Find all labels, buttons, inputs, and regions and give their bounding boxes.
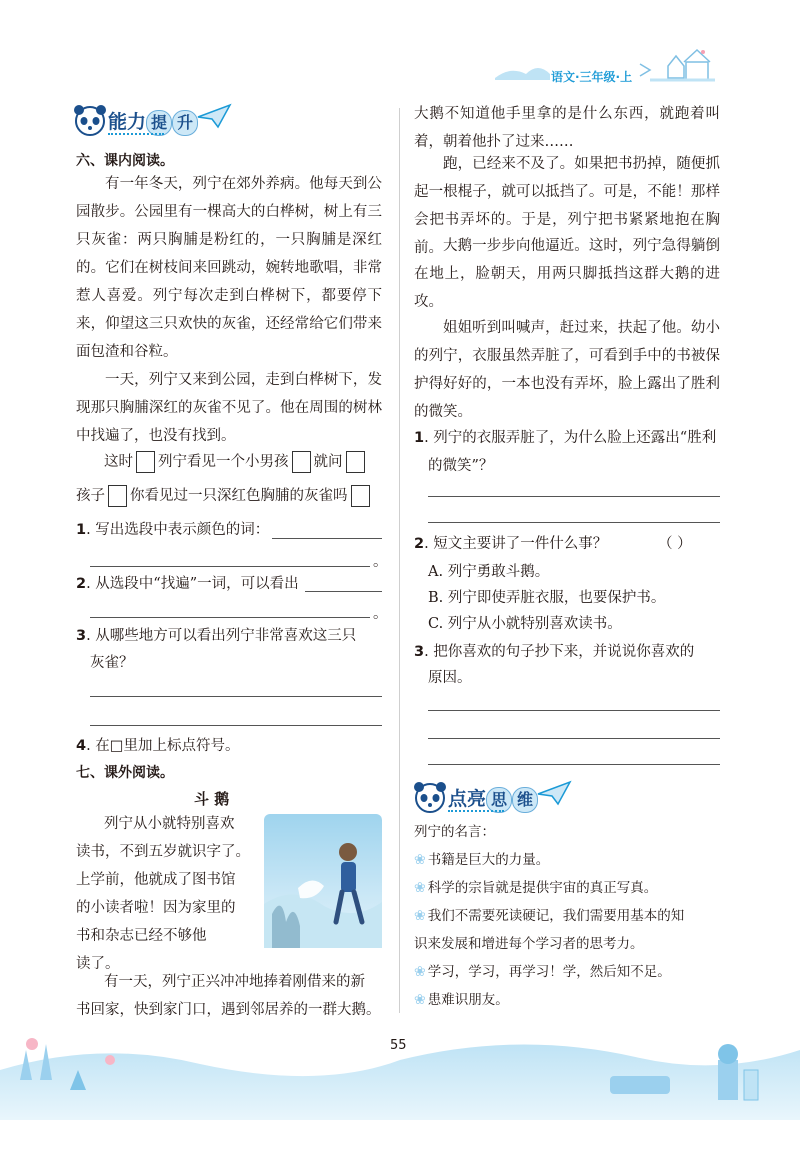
panda-icon: [412, 780, 448, 816]
period-mark: 。: [373, 554, 388, 570]
badge-prefix: 能力: [108, 111, 147, 133]
intro-line: 上学前，他就成了图书馆: [76, 872, 236, 888]
section-6-paragraph-2: 一天，列宁又来到公园，走到白桦树下，发现那只胸脯深红的灰雀不见了。他在周围的树林中找遍了，也没有找到。: [76, 372, 382, 444]
quote-item-cont: 识来发展和增进每个学习者的思考力。: [414, 936, 644, 952]
intro-line: 的小读者啦！因为家里的: [76, 900, 236, 916]
quotes-title: 列宁的名言：: [414, 824, 495, 840]
section-6-title: 六、课内阅读。: [76, 153, 174, 169]
answer-line[interactable]: [428, 522, 720, 523]
answer-line[interactable]: [90, 617, 370, 618]
s7-question-1-cont: 的微笑”？: [428, 458, 494, 474]
badge-prefix: 点亮: [448, 788, 487, 810]
answer-line[interactable]: [428, 764, 720, 765]
flower-bullet-icon: ❀: [414, 852, 426, 868]
footer-decoration: [0, 1020, 800, 1120]
flower-bullet-icon: ❀: [414, 880, 426, 896]
badge-underline: [108, 133, 164, 135]
quote-item: ❀ 患难识朋友。: [414, 992, 509, 1008]
column-divider: [399, 108, 400, 1013]
quote-item: ❀ 书籍是巨大的力量。: [414, 852, 550, 868]
story-para-right-3: 大鹅一步步向他逼近。这时，列宁急得躺倒在地上，脸朝天，用两只脚抵挡这群大鹅的进攻。: [414, 238, 720, 310]
badge-bubble-1: 思: [486, 787, 512, 813]
answer-line[interactable]: [272, 538, 382, 539]
fill-line-1: [104, 448, 368, 476]
s6-question-3-cont: 灰雀？: [90, 655, 134, 671]
s6-question-4: [76, 732, 240, 760]
story-line: 书回家，快到家门口，遇到邻居养的一群大鹅。: [76, 1002, 381, 1018]
story-line: 有一天，列宁正兴冲冲地捧着刚借来的新: [104, 974, 365, 990]
intro-line: 列宁从小就特别喜欢: [104, 816, 235, 832]
period-mark: 。: [373, 606, 388, 622]
intro-line: 书和杂志已经不够他: [76, 928, 207, 944]
q-number: 4: [76, 738, 87, 754]
story-para-right-1: 大鹅不知道他手里拿的是什么东西，就跑着叫着，朝着他扑了过来……: [414, 106, 720, 150]
q-number: 2: [76, 576, 87, 592]
q-text: . 列宁的衣服弄脏了，为什么脸上还露出“胜利: [424, 430, 717, 446]
option-c[interactable]: C. 列宁从小就特别喜欢读书。: [428, 616, 622, 632]
answer-line[interactable]: [90, 725, 382, 726]
fill-text-c: 就问: [313, 454, 343, 470]
punctuation-box-1[interactable]: [136, 451, 155, 473]
answer-line[interactable]: [305, 591, 382, 592]
paper-plane-icon: [536, 780, 572, 806]
q-number: 2: [414, 536, 425, 552]
q-number: 3: [414, 644, 425, 660]
option-a[interactable]: A. 列宁勇敢斗鹅。: [428, 564, 550, 580]
paper-plane-icon: [196, 103, 232, 129]
fill-text-e: 你看见过一只深红色胸脯的灰雀吗: [130, 488, 348, 504]
q-text: . 写出选段中表示颜色的词：: [86, 522, 270, 538]
q-text: . 把你喜欢的句子抄下来，并说说你喜欢的: [424, 644, 695, 660]
answer-line[interactable]: [428, 738, 720, 739]
flower-bullet-icon: ❀: [414, 964, 426, 980]
story-title: 斗 鹅: [194, 790, 230, 808]
page-number: 55: [390, 1038, 407, 1053]
s6-question-2: [76, 570, 299, 598]
option-b[interactable]: B. 列宁即使弄脏衣服，也要保护书。: [428, 590, 666, 606]
q-text: . 在□里加上标点符号。: [86, 738, 240, 754]
story-para-right-4: 姐姐听到叫喊声，赶过来，扶起了他。幼小的列宁，衣服虽然弄脏了，可看到手中的书被保护得好好的，一本也没有弄坏，脸上露出了胜利的微笑。: [414, 320, 720, 420]
s7-question-2: [414, 530, 607, 558]
fill-text-d: 孩子: [76, 488, 105, 504]
badge-underline: [448, 810, 504, 812]
s6-question-3: [76, 622, 356, 650]
badge-bubble-2: 维: [512, 787, 538, 813]
q-text: . 短文主要讲了一件什么事？: [424, 536, 608, 552]
story-para-right-2: 跑，已经来不及了。如果把书扔掉，随便抓起一根棍子，就可以抵挡了。可是，不能！那样会把书弄坏的。于是，列宁把书紧紧地抱在胸前。: [414, 156, 720, 256]
answer-paren[interactable]: （ ）: [658, 536, 692, 552]
punctuation-box-3[interactable]: [346, 451, 365, 473]
quotes-list: [414, 846, 724, 1014]
q-text: . 从哪些地方可以看出列宁非常喜欢这三只: [86, 628, 357, 644]
q-number: 1: [414, 430, 425, 446]
story-intro: [76, 810, 266, 978]
fill-text-a: 这时: [104, 454, 133, 470]
answer-line[interactable]: [90, 566, 370, 567]
quote-item: ❀ 科学的宗旨就是提供宇宙的真正写真。: [414, 880, 658, 896]
section-6-paragraph-1: 有一年冬天，列宁在郊外养病。他每天到公园散步。公园里有一棵高大的白桦树，树上有三只灰雀：两只胸脯是粉红的，一只胸脯是深红的。它们在树枝间来回跳动，婉转地歌唱，非常惹人喜爱。列宁每次走到白桦树下，都要停下来，仰望这三只欢快的灰雀，还经常给它们带来面包渣和谷粒。: [76, 176, 382, 360]
q-number: 1: [76, 522, 87, 538]
punctuation-box-2[interactable]: [292, 451, 311, 473]
q-text: . 从选段中“找遍”一词，可以看出: [86, 576, 299, 592]
fill-text-b: 列宁看见一个小男孩: [158, 454, 289, 470]
fill-line-2: [76, 482, 373, 510]
punctuation-box-5[interactable]: [351, 485, 370, 507]
q-number: 3: [76, 628, 87, 644]
quote-item: ❀ 学习，学习，再学习！学，然后知不足。: [414, 964, 671, 980]
section-7-title: 七、课外阅读。: [76, 765, 174, 781]
header-subject: 语文·三年级·上: [551, 70, 633, 84]
answer-line[interactable]: [90, 696, 382, 697]
answer-line[interactable]: [428, 496, 720, 497]
story-para-left: [76, 968, 382, 1024]
s6-question-1: [76, 516, 269, 544]
badge-bubble-1: 提: [146, 110, 172, 136]
flower-bullet-icon: ❀: [414, 908, 426, 924]
punctuation-box-4[interactable]: [108, 485, 127, 507]
flower-bullet-icon: ❀: [414, 992, 426, 1008]
badge-bubble-2: 升: [172, 110, 198, 136]
panda-icon: [72, 103, 108, 139]
answer-line[interactable]: [428, 710, 720, 711]
s7-question-3-cont: 原因。: [428, 670, 472, 686]
s7-question-1: [414, 424, 716, 452]
story-illustration: [264, 814, 382, 948]
intro-line: 读了。: [76, 956, 120, 972]
intro-line: 读书，不到五岁就识字了。: [76, 844, 250, 860]
s7-question-3: [414, 638, 694, 666]
quote-item: ❀ 我们不需要死读硬记，我们需要用基本的知: [414, 908, 685, 924]
